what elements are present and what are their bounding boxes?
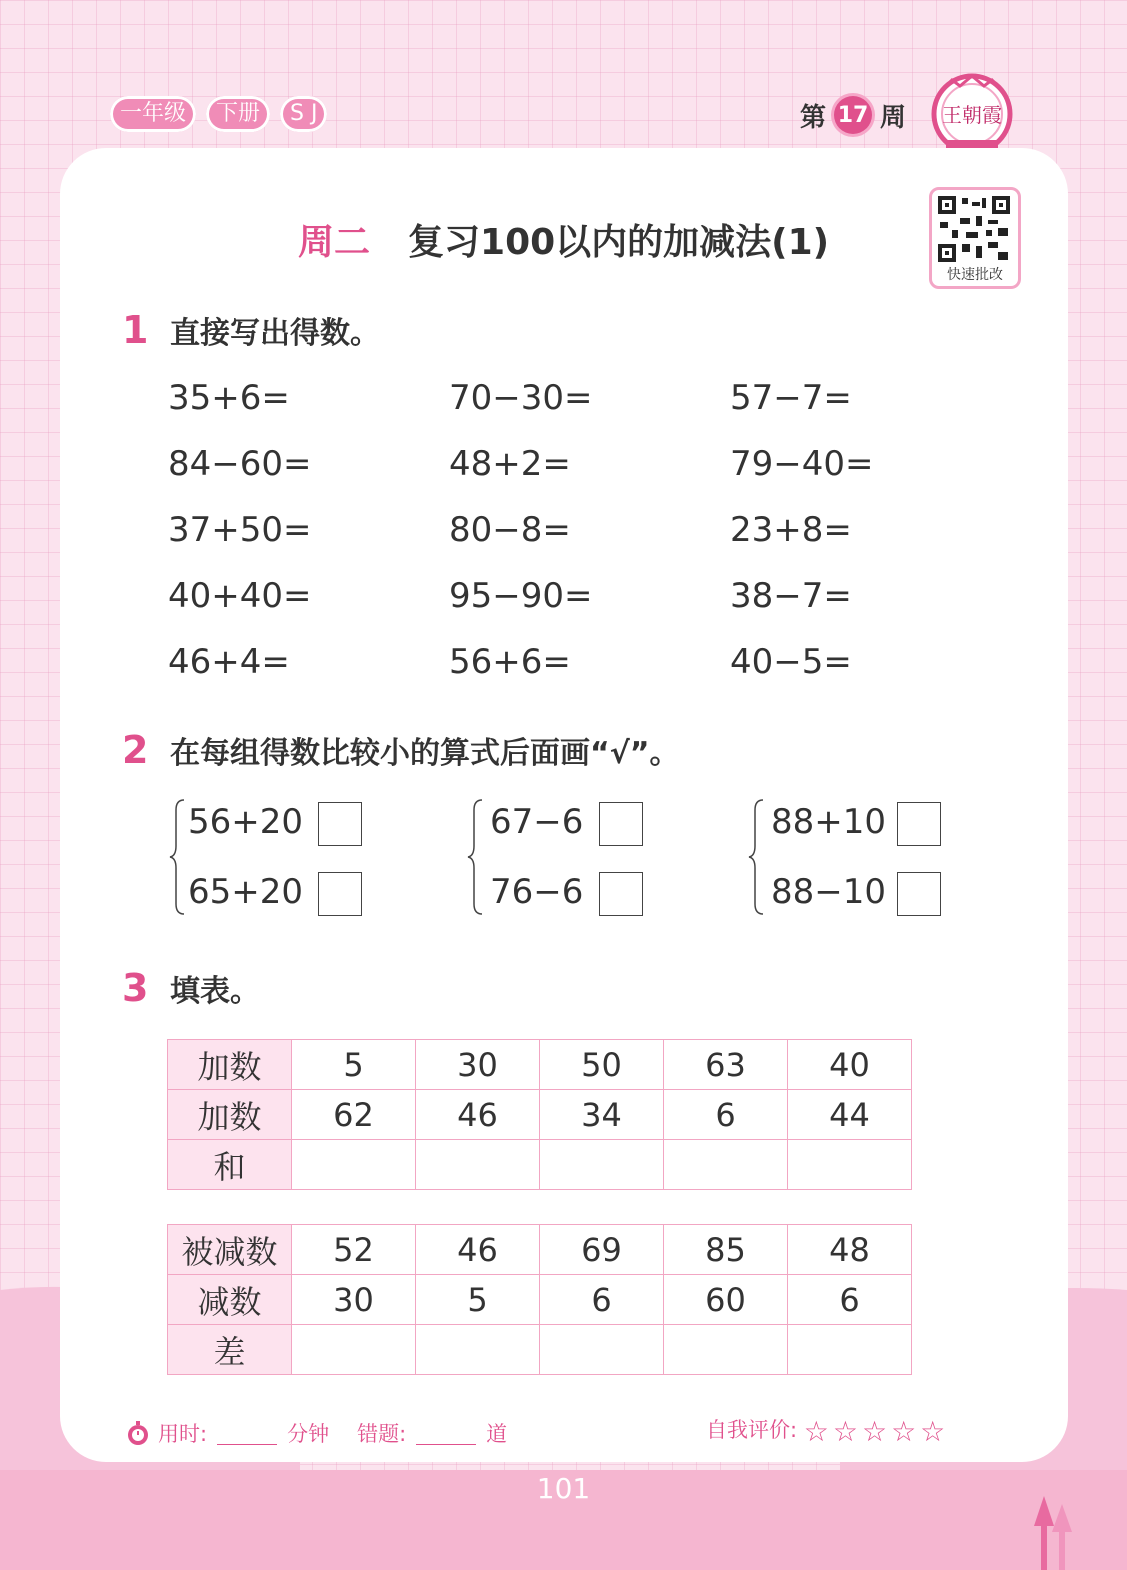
expression: 38−7= xyxy=(730,576,852,616)
table-row xyxy=(168,1275,912,1325)
brand-seal-logo xyxy=(930,70,1014,154)
table-cell: 44 xyxy=(788,1090,912,1140)
brace-icon xyxy=(168,796,188,918)
row-header: 和 xyxy=(168,1140,292,1190)
week-prefix: 第 xyxy=(800,102,827,133)
answer-box[interactable] xyxy=(318,802,362,846)
answer-cell[interactable] xyxy=(540,1325,664,1375)
answer-box[interactable] xyxy=(318,872,362,916)
table-cell: 46 xyxy=(416,1225,540,1275)
comparison-expression: 56+20 xyxy=(188,802,304,842)
table-cell: 5 xyxy=(416,1275,540,1325)
table-cell: 69 xyxy=(540,1225,664,1275)
question-number: 3 xyxy=(122,966,149,1010)
table-cell: 30 xyxy=(292,1275,416,1325)
table-cell: 6 xyxy=(540,1275,664,1325)
subtraction-table xyxy=(167,1224,912,1375)
question-number: 2 xyxy=(122,728,149,772)
table-cell: 30 xyxy=(416,1040,540,1090)
expression: 48+2= xyxy=(449,444,571,484)
question-text: 直接写出得数。 xyxy=(170,316,380,351)
question-text: 在每组得数比较小的算式后面画“√”。 xyxy=(170,736,680,771)
expression: 79−40= xyxy=(730,444,874,484)
rating-stars[interactable]: ☆☆☆☆☆ xyxy=(803,1415,950,1448)
row-header: 加数 xyxy=(168,1040,292,1090)
table-cell: 46 xyxy=(416,1090,540,1140)
answer-cell[interactable] xyxy=(664,1325,788,1375)
answer-cell[interactable] xyxy=(540,1140,664,1190)
table-cell: 6 xyxy=(664,1090,788,1140)
errors-label: 错题: xyxy=(357,1422,407,1446)
addition-table xyxy=(167,1039,912,1190)
title-main: 复习100以内的加减法(1) xyxy=(408,222,830,263)
title-day: 周二 xyxy=(298,222,371,263)
expression: 23+8= xyxy=(730,510,852,550)
answer-cell[interactable] xyxy=(664,1140,788,1190)
comparison-expression: 76−6 xyxy=(490,872,584,912)
table-row xyxy=(168,1090,912,1140)
brace-icon xyxy=(747,796,767,918)
answer-box[interactable] xyxy=(599,802,643,846)
question-3-heading xyxy=(122,966,260,1010)
expression: 70−30= xyxy=(449,378,593,418)
qr-code[interactable] xyxy=(929,187,1021,289)
page-title xyxy=(298,214,829,265)
row-header: 差 xyxy=(168,1325,292,1375)
answer-cell[interactable] xyxy=(788,1140,912,1190)
rating-label: 自我评价: xyxy=(706,1418,798,1442)
comparison-expression: 88+10 xyxy=(771,802,887,842)
table-row xyxy=(168,1040,912,1090)
answer-cell[interactable] xyxy=(416,1140,540,1190)
table-row xyxy=(168,1325,912,1375)
week-indicator xyxy=(800,96,906,134)
grade-tag: 一年级 xyxy=(110,96,196,132)
expression: 95−90= xyxy=(449,576,593,616)
table-cell: 48 xyxy=(788,1225,912,1275)
table-cell: 40 xyxy=(788,1040,912,1090)
brace-icon xyxy=(466,796,486,918)
expression: 84−60= xyxy=(168,444,312,484)
row-header: 加数 xyxy=(168,1090,292,1140)
question-number: 1 xyxy=(122,308,149,352)
expression: 57−7= xyxy=(730,378,852,418)
question-2-heading xyxy=(122,728,679,772)
expression: 80−8= xyxy=(449,510,571,550)
table-cell: 63 xyxy=(664,1040,788,1090)
edition-tag: S J xyxy=(280,96,327,132)
svg-text:王朝霞: 王朝霞 xyxy=(942,103,1002,127)
time-blank[interactable] xyxy=(217,1424,277,1445)
errors-unit: 道 xyxy=(486,1422,508,1446)
expression: 40+40= xyxy=(168,576,312,616)
qr-label: 快速批改 xyxy=(947,267,1003,283)
table-cell: 50 xyxy=(540,1040,664,1090)
table-cell: 6 xyxy=(788,1275,912,1325)
comparison-expression: 88−10 xyxy=(771,872,887,912)
expression: 35+6= xyxy=(168,378,290,418)
qr-code-icon xyxy=(938,196,1010,262)
table-cell: 34 xyxy=(540,1090,664,1140)
grade-tags xyxy=(110,96,327,132)
table-cell: 85 xyxy=(664,1225,788,1275)
volume-tag: 下册 xyxy=(206,96,270,132)
comparison-group xyxy=(466,796,676,926)
week-number: 17 xyxy=(834,96,872,134)
table-cell: 60 xyxy=(664,1275,788,1325)
comparison-expression: 67−6 xyxy=(490,802,584,842)
time-unit: 分钟 xyxy=(287,1422,330,1446)
answer-box[interactable] xyxy=(897,802,941,846)
page-number: 101 xyxy=(536,1472,591,1505)
row-header: 被减数 xyxy=(168,1225,292,1275)
answer-cell[interactable] xyxy=(292,1325,416,1375)
row-header: 减数 xyxy=(168,1275,292,1325)
expression: 46+4= xyxy=(168,642,290,682)
answer-box[interactable] xyxy=(599,872,643,916)
week-suffix: 周 xyxy=(880,102,907,133)
errors-blank[interactable] xyxy=(416,1424,476,1445)
stopwatch-icon xyxy=(124,1419,152,1447)
table-row xyxy=(168,1140,912,1190)
arrow-decoration-icon xyxy=(1028,1490,1078,1570)
answer-cell[interactable] xyxy=(292,1140,416,1190)
self-rating xyxy=(706,1414,949,1448)
answer-cell[interactable] xyxy=(788,1325,912,1375)
table-cell: 5 xyxy=(292,1040,416,1090)
comparison-expression: 65+20 xyxy=(188,872,304,912)
answer-box[interactable] xyxy=(897,872,941,916)
expression: 40−5= xyxy=(730,642,852,682)
expression: 56+6= xyxy=(449,642,571,682)
expression: 37+50= xyxy=(168,510,312,550)
time-errors-footer xyxy=(124,1418,507,1448)
table-cell: 62 xyxy=(292,1090,416,1140)
table-row xyxy=(168,1225,912,1275)
question-1-heading xyxy=(122,308,380,352)
time-label: 用时: xyxy=(158,1422,208,1446)
answer-cell[interactable] xyxy=(416,1325,540,1375)
table-cell: 52 xyxy=(292,1225,416,1275)
question-text: 填表。 xyxy=(170,974,260,1009)
